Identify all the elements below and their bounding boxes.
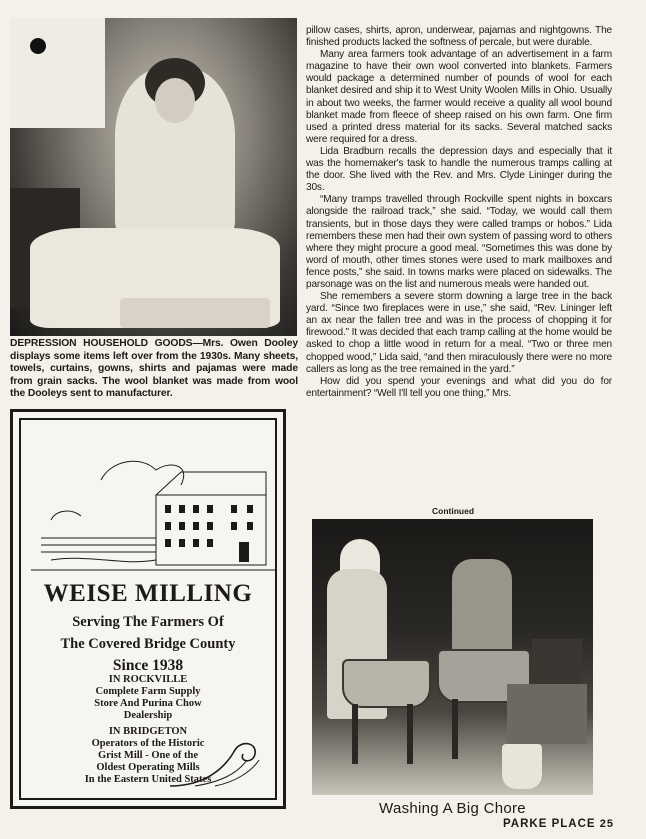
article-paragraph: “Many tramps travelled through Rockville spent nights in boxcars alongside the railroad track,” she said. “Today, we would call them transients, but in those days they were called tramps or hobos.” Lida remembers these men had their own system of passing word to others where they might procure a good meal. “Sometimes this was done by word of mouth, other times stones were used to mark mailboxes and fence posts,” she said. In towns marks were placed on sidewalks. The parsonage was on the list and numerous meals were handed out. bbox=[306, 194, 612, 290]
photo-depression-household-goods bbox=[10, 18, 297, 336]
ad-tag-line-1: Serving The Farmers Of bbox=[72, 614, 224, 630]
grist-mill-illustration bbox=[31, 450, 275, 578]
ad-tag-line-2: The Covered Bridge County bbox=[60, 636, 236, 652]
ad-bridgeton-line: Grist Mill - One of the bbox=[97, 750, 199, 761]
ad-bridgeton-title: IN BRIDGETON bbox=[108, 726, 188, 737]
flourish-ornament bbox=[165, 738, 265, 790]
caption-title: DEPRESSION HOUSEHOLD GOODS bbox=[10, 338, 193, 349]
ad-bridgeton-line: Oldest Operating Mills bbox=[96, 762, 200, 773]
article-paragraph: Many area farmers took advantage of an advertisement in a farm magazine to have their own wool converted into blankets. Farmers would package a determined number of pounds of wool for each blanket desired and ship it to West Unity Woolen Mills in Ohio. Usually in about two weeks, the farmer would receive a quality all wool bound blanket made from fleece of sheep raised on his own farm. One firm used a printed dress material for its sacks. Several matched sacks were required for a dress. bbox=[306, 49, 612, 145]
ad-rockville-line: Store And Purina Chow bbox=[94, 698, 202, 709]
ad-bridgeton-line: In the Eastern United States bbox=[84, 774, 212, 785]
article-paragraph: How did you spend your evenings and what did you do for entertainment? “Well I'll tell you one thing,” Mrs. bbox=[306, 375, 612, 399]
ad-tagline bbox=[21, 611, 275, 677]
ad-rockville-title: IN ROCKVILLE bbox=[108, 674, 188, 685]
ad-tag-line-3: Since 1938 bbox=[112, 657, 184, 674]
article-paragraph: She remembers a severe storm downing a large tree in the back yard. “Since two fireplaces were in use,” she said, “Rev. Lininger left an ax near the fallen tree and was in the process of chopping it for firewood.” It was decided that each tramp calling at the home would be asked to chop a little wood in return for a meal. “Two or three men chopped wood,” Lida said, “and then miraculously there were no more callers as long as the tree remained in the yard.” bbox=[306, 291, 612, 375]
ad-rockville-block bbox=[21, 674, 275, 722]
ad-rockville-line: Complete Farm Supply bbox=[95, 686, 201, 697]
article-paragraph: Lida Bradburn recalls the depression days and especially that it was the homemaker's task to handle the numerous tramps calling at the door. She lived with the Rev. and Mrs. Clyde Lininger during the 30s. bbox=[306, 145, 612, 194]
ad-inner-border bbox=[19, 418, 277, 800]
caption-body: —Mrs. Owen Dooley displays some items left over from the 1930s. Many sheets, towels, curtains, gowns, shirts and pajamas were made from grain sacks. The wool blanket was made from wool the Dooleys sent to manufacturer. bbox=[10, 338, 298, 400]
article-text-column bbox=[306, 25, 612, 400]
page-number: 25 bbox=[599, 818, 614, 830]
ad-company-name: WEISE MILLING bbox=[43, 580, 253, 607]
ad-rockville-line: Dealership bbox=[123, 710, 173, 721]
article-paragraph: pillow cases, shirts, apron, underwear, pajamas and nightgowns. The finished products lacked the softness of percale, but were durable. bbox=[306, 25, 612, 49]
weise-milling-advertisement bbox=[10, 409, 286, 809]
page-footer bbox=[503, 818, 614, 830]
photo-washing bbox=[312, 519, 593, 795]
continued-label: Continued bbox=[432, 506, 475, 516]
publication-name: PARKE PLACE bbox=[502, 818, 596, 830]
photo-bottom-caption: Washing A Big Chore bbox=[379, 800, 526, 817]
ad-bridgeton-line: Operators of the Historic bbox=[91, 738, 205, 749]
photo-top-caption bbox=[10, 338, 298, 401]
